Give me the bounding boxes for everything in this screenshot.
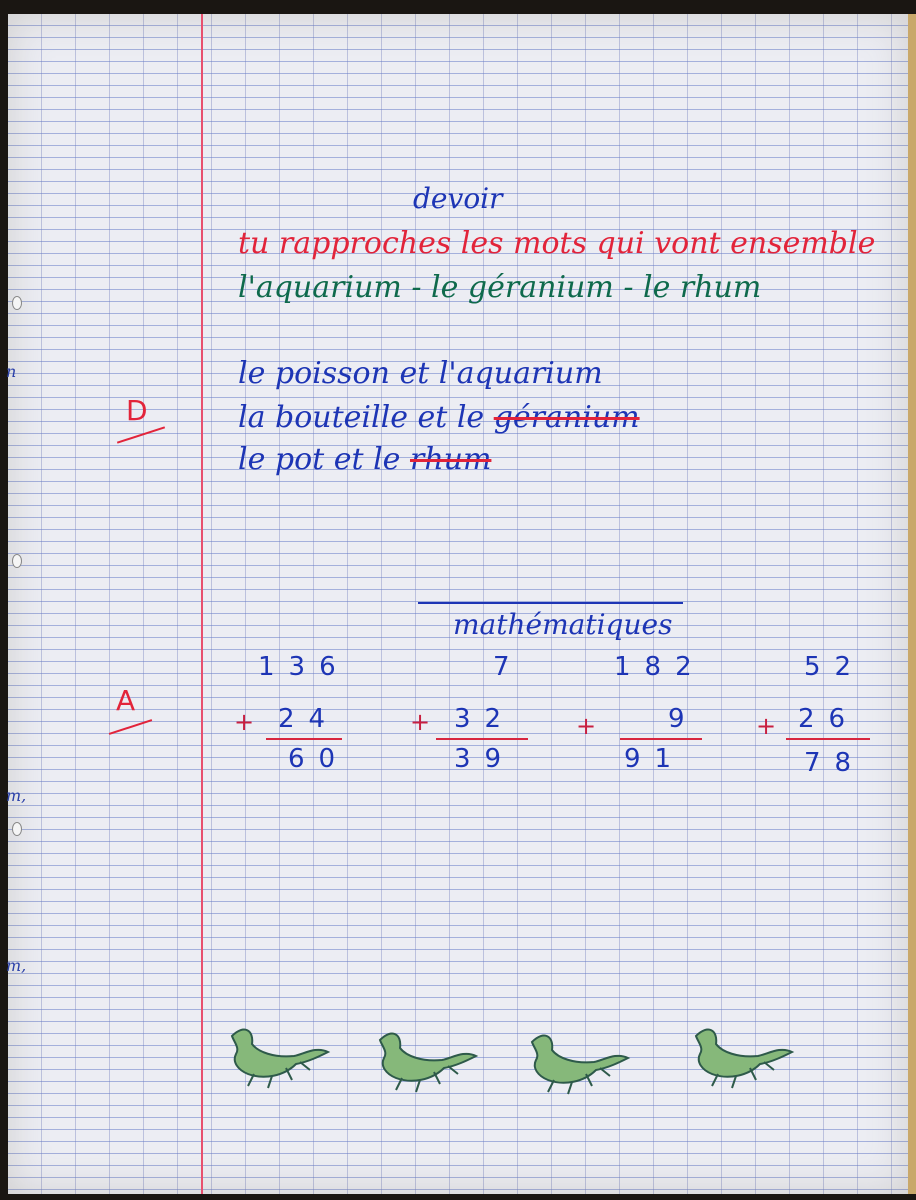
sum-line [436, 738, 528, 740]
binding-hole [12, 822, 22, 836]
operation-result: 78 [804, 748, 866, 778]
devoir-word-list: l'aquarium - le géranium - le rhum [238, 270, 762, 305]
plus-sign: + [576, 712, 597, 740]
notebook-page [8, 14, 908, 1194]
answer-prefix: le pot et le [238, 442, 410, 477]
math-grade: A [116, 684, 136, 717]
plus-sign: + [410, 708, 431, 736]
answer-word-corrected: rhum [409, 442, 492, 477]
crocodile-stamp-icon [224, 1018, 334, 1093]
grade-underline [109, 719, 152, 735]
binding-hole [12, 554, 22, 568]
devoir-grade: D [126, 394, 148, 427]
operand-bottom: 32 [454, 704, 516, 734]
plus-sign: + [234, 708, 255, 736]
margin-mark: m, [6, 786, 27, 805]
crocodile-stamp-icon [372, 1022, 482, 1097]
operation-result: 39 [454, 744, 516, 774]
operation-result: 91 [624, 744, 686, 774]
operation-result: 60 [288, 744, 350, 774]
sum-line [266, 738, 342, 740]
answer-line-3 [238, 442, 491, 477]
answer-prefix: le poisson et l' [238, 356, 457, 391]
math-title: mathématiques [453, 608, 673, 641]
plus-sign: + [756, 712, 777, 740]
crocodile-stamp-icon [688, 1018, 798, 1093]
margin-mark: n [6, 362, 17, 381]
section-divider [418, 602, 683, 604]
answer-word-corrected: géranium [493, 400, 640, 435]
answer-line-1 [238, 356, 603, 391]
operand-top: 182 [614, 652, 706, 682]
notebook-page-edge [908, 14, 916, 1194]
devoir-title: devoir [413, 182, 503, 215]
crocodile-stamp-icon [524, 1024, 634, 1099]
operand-top: 52 [804, 652, 866, 682]
answer-prefix: la bouteille et le [238, 400, 494, 435]
sum-line [620, 738, 702, 740]
operand-bottom: 9 [668, 704, 699, 734]
operand-top: 136 [258, 652, 350, 682]
operand-bottom: 26 [798, 704, 860, 734]
grade-underline [117, 426, 165, 443]
answer-word: aquarium [456, 356, 603, 391]
binding-hole [12, 296, 22, 310]
answer-line-2 [238, 400, 640, 435]
operand-top: 7 [493, 652, 524, 682]
sum-line [786, 738, 870, 740]
margin-line [201, 14, 203, 1194]
devoir-instruction: tu rapproches les mots qui vont ensemble [238, 226, 876, 261]
operand-bottom: 24 [278, 704, 340, 734]
margin-mark: m, [6, 956, 27, 975]
